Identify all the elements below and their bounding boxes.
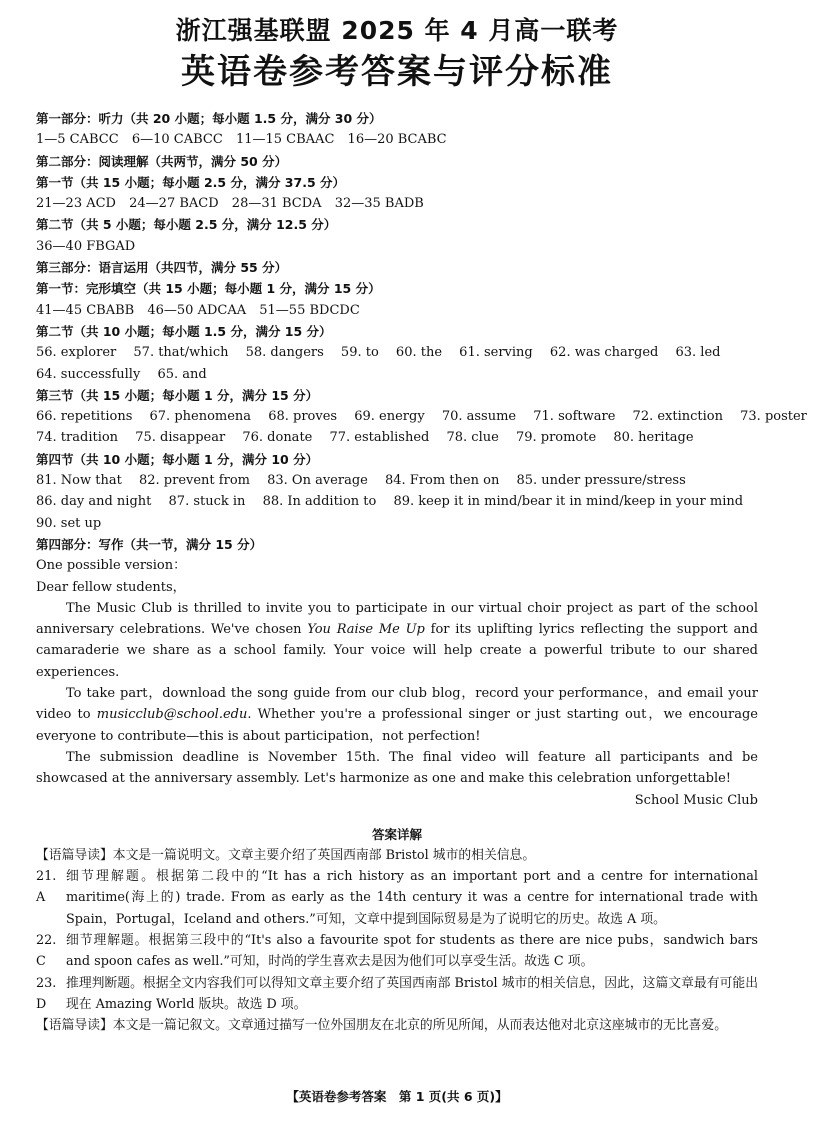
- answer-item: 73. poster: [740, 409, 807, 425]
- answer-group: 46—50 ADCAA: [147, 302, 247, 318]
- letter-signature: School Music Club: [634, 792, 758, 808]
- answer-item: 81. Now that: [36, 473, 122, 489]
- part3-sec4-row2: [36, 491, 758, 512]
- answer-item: 58. dangers: [245, 345, 324, 361]
- exam-title: 浙江强基联盟 2025 年 4 月高一联考: [175, 16, 619, 45]
- email-address: musicclub@school.edu: [96, 707, 248, 723]
- part3-sec4-heading: 第四节（共 10 小题；每小题 1 分，满分 10 分）: [36, 451, 319, 467]
- part4-heading: 第四部分：写作（共一节，满分 15 分）: [36, 536, 263, 552]
- question-number: 23. D: [36, 975, 57, 1012]
- part3-heading: 第三部分：语言运用（共四节，满分 55 分）: [36, 260, 288, 276]
- answer-group: 16—20 BCABC: [347, 132, 447, 148]
- answer-content: [36, 108, 807, 1036]
- answer-item: 61. serving: [459, 345, 533, 361]
- part2-sec1-answers: [36, 193, 758, 214]
- answer-item: 68. proves: [268, 409, 338, 425]
- answer-item: 65. and: [157, 366, 207, 382]
- answer-item: 64. successfully: [36, 366, 141, 382]
- answer-item: 77. established: [329, 430, 430, 446]
- answer-item: 57. that/which: [133, 345, 229, 361]
- answer-item: 62. was charged: [549, 345, 659, 361]
- answer-group: 11—15 CBAAC: [235, 132, 335, 148]
- answer-group: 36—40 FBGAD: [36, 238, 136, 254]
- paragraph-text: for its uplifting lyrics reflecting the support and camaraderie we share as a school family. Your voice will help create a powerful tribute to our shared experiences.: [36, 622, 758, 680]
- answer-item: 60. the: [395, 345, 443, 361]
- answer-item: 84. From then on: [385, 473, 500, 489]
- page-footer: 【英语卷参考答案 第 1 页(共 6 页)】: [286, 1089, 508, 1104]
- answer-item: 89. keep it in mind/bear it in mind/keep in your mind: [393, 494, 744, 510]
- answer-group: 32—35 BADB: [334, 196, 424, 212]
- answer-sheet-page: [36, 0, 807, 1036]
- answer-group: 41—45 CBABB: [36, 302, 135, 318]
- part3-sec3-row2: [36, 427, 758, 448]
- answer-item: 86. day and night: [36, 494, 152, 510]
- part2-sec1-heading: 第一节（共 15 小题；每小题 2.5 分，满分 37.5 分）: [36, 174, 345, 190]
- part3-sec3-row1: [36, 406, 807, 427]
- letter-paragraph-2: [36, 683, 758, 747]
- part1-answers: [36, 129, 758, 150]
- part2-sec2-answers: [36, 236, 758, 257]
- passage-guide: 【语篇导读】本文是一篇说明文。文章主要介绍了英国西南部 Bristol 城市的相关信息。: [36, 847, 536, 863]
- answer-group: 24—27 BACD: [129, 196, 219, 212]
- part3-sec2-heading: 第二节（共 10 小题；每小题 1.5 分，满分 15 分）: [36, 323, 332, 339]
- answer-item: 56. explorer: [36, 345, 117, 361]
- passage-guide: 【语篇导读】本文是一篇记叙文。文章通过描写一位外国朋友在北京的所见所闻，从而表达他对北京这座城市的无比喜爱。: [36, 1018, 728, 1034]
- part3-sec1-heading: 第一节：完形填空（共 15 小题；每小题 1 分，满分 15 分）: [36, 281, 381, 297]
- letter-greeting: Dear fellow students，: [36, 579, 186, 595]
- answer-item: 76. donate: [242, 430, 313, 446]
- part1-heading: 第一部分：听力（共 20 小题；每小题 1.5 分，满分 30 分）: [36, 111, 382, 126]
- answer-item: 59. to: [340, 345, 379, 361]
- part3-sec2-row1: [36, 342, 758, 363]
- answer-item: 85. under pressure/stress: [516, 473, 686, 489]
- answer-item: 83. On average: [267, 473, 368, 489]
- answer-item: 88. In addition to: [262, 494, 377, 510]
- answer-group: 28—31 BCDA: [231, 196, 322, 212]
- answer-item: 69. energy: [354, 409, 425, 425]
- question-explanation: [36, 973, 758, 1016]
- answer-item: 70. assume: [441, 409, 517, 425]
- part3-sec4-row3: [36, 513, 758, 534]
- answer-group: 51—55 BDCDC: [259, 302, 360, 318]
- part3-sec3-heading: 第三节（共 15 小题；每小题 1 分，满分 15 分）: [36, 387, 319, 403]
- paragraph-text: . Whether you're a professional singer or just starting out，we encourage everyone to contribute—this is about participation，not perfection!: [36, 707, 758, 744]
- paragraph-text: To take part，download the song guide from our club blog，record your performance，and email your video to: [36, 686, 758, 723]
- sample-intro: One possible version：: [36, 558, 187, 574]
- question-analysis: 细节理解题。根据第二段中的“It has a rich history as an important port and a centre for international maritime(海上的) trade. From as early as the 14th century it was a centre for international trade with Spain，Portugal，Iceland and others.”可知，文章中提到国际贸易是为了说明它的历史。故选 A 项。: [66, 869, 758, 927]
- letter-paragraph-1: [36, 598, 758, 683]
- answer-item: 67. phenomena: [149, 409, 252, 425]
- question-explanation: [36, 930, 758, 973]
- answer-item: 71. software: [533, 409, 616, 425]
- question-number: 21. A: [36, 869, 57, 906]
- answer-item: 63. led: [675, 345, 721, 361]
- question-number: 22. C: [36, 932, 57, 970]
- answer-item: 74. tradition: [36, 430, 119, 446]
- part2-sec2-heading: 第二节（共 5 小题；每小题 2.5 分，满分 12.5 分）: [36, 217, 337, 233]
- answer-group: 6—10 CABCC: [131, 132, 223, 148]
- part3-sec4-row1: [36, 470, 758, 491]
- question-analysis: 推理判断题。根据全文内容我们可以得知文章主要介绍了英国西南部 Bristol 城市的相关信息，因此，这篇文章最有可能出现在 Amazing World 版块。故选 D 项。: [66, 975, 758, 1012]
- part3-sec2-row2: [36, 364, 758, 385]
- part2-heading: 第二部分：阅读理解（共两节，满分 50 分）: [36, 153, 288, 169]
- explanation-title: 答案详解: [371, 826, 422, 842]
- answer-item: 78. clue: [446, 430, 499, 446]
- answer-item: 80. heritage: [613, 430, 694, 446]
- song-title: You Raise Me Up: [307, 622, 425, 638]
- answer-item: 90. set up: [36, 515, 102, 531]
- answer-group: 21—23 ACD: [36, 196, 116, 212]
- answer-item: 72. extinction: [632, 409, 723, 425]
- answer-item: 75. disappear: [135, 430, 226, 446]
- answer-item: 66. repetitions: [36, 409, 133, 425]
- exam-subtitle: 英语卷参考答案与评分标准: [181, 52, 613, 92]
- answer-item: 79. promote: [515, 430, 597, 446]
- part3-sec1-answers: [36, 300, 758, 321]
- question-explanation: [36, 866, 758, 930]
- letter-paragraph-3: The submission deadline is November 15th. The final video will feature all participants and be showcased at the anniversary assembly. Let's harmonize as one and make this celebration unforgettable!: [36, 749, 758, 787]
- question-analysis: 细节理解题。根据第三段中的“It's also a favourite spot for students as there are nice pubs，sandwich bars and spoon cafes as well.”可知，时尚的学生喜欢去是因为他们可以享受生活。故选 C 项。: [66, 932, 758, 970]
- paragraph-text: The Music Club is thrilled to invite you to participate in our virtual choir project as part of the school anniversary celebrations. We've chosen: [36, 600, 758, 638]
- answer-item: 87. stuck in: [168, 494, 246, 510]
- answer-group: 1—5 CABCC: [36, 132, 119, 148]
- answer-item: 82. prevent from: [138, 473, 250, 489]
